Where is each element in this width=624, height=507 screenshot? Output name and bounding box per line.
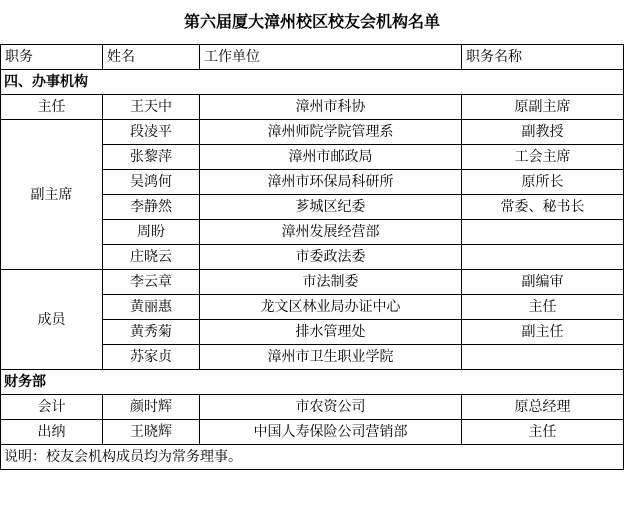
member-row [1,270,624,295]
name-cell: 黄丽惠 [103,295,200,320]
member-row [1,120,624,145]
unit-cell: 市委政法委 [200,245,462,270]
note-row [1,445,624,470]
roster-table [0,44,624,470]
position-cell: 原总经理 [462,395,624,420]
position-cell: 常委、秘书长 [462,195,624,220]
member-row [1,95,624,120]
unit-cell: 中国人寿保险公司营销部 [200,420,462,445]
unit-cell: 龙文区林业局办证中心 [200,295,462,320]
position-cell: 原副主席 [462,95,624,120]
unit-cell: 漳州市环保局科研所 [200,170,462,195]
header-unit: 工作单位 [200,45,462,70]
position-cell [462,245,624,270]
member-row [1,420,624,445]
name-cell: 颜时辉 [103,395,200,420]
header-name: 姓名 [103,45,200,70]
name-cell: 张黎萍 [103,145,200,170]
unit-cell: 市法制委 [200,270,462,295]
unit-cell: 排水管理处 [200,320,462,345]
header-position: 职务名称 [462,45,624,70]
role-cell: 成员 [1,270,103,370]
roster-table-body [1,45,624,470]
header-role: 职务 [1,45,103,70]
name-cell: 王天中 [103,95,200,120]
name-cell: 周盼 [103,220,200,245]
unit-cell: 漳州发展经营部 [200,220,462,245]
section-row [1,370,624,395]
section-row [1,70,624,95]
position-cell: 副编审 [462,270,624,295]
note-text: 说明：校友会机构成员均为常务理事。 [1,445,624,470]
member-row [1,395,624,420]
position-cell: 主任 [462,295,624,320]
section-title: 财务部 [1,370,624,395]
name-cell: 黄秀菊 [103,320,200,345]
position-cell: 原所长 [462,170,624,195]
unit-cell: 漳州市卫生职业学院 [200,345,462,370]
unit-cell: 漳州师院学院管理系 [200,120,462,145]
header-row [1,45,624,70]
name-cell: 吴鸿何 [103,170,200,195]
unit-cell: 漳州市科协 [200,95,462,120]
section-title: 四、办事机构 [1,70,624,95]
position-cell: 副教授 [462,120,624,145]
name-cell: 李云章 [103,270,200,295]
position-cell: 主任 [462,420,624,445]
role-cell: 副主席 [1,120,103,270]
name-cell: 庄晓云 [103,245,200,270]
name-cell: 李静然 [103,195,200,220]
name-cell: 苏家贞 [103,345,200,370]
unit-cell: 漳州市邮政局 [200,145,462,170]
unit-cell: 芗城区纪委 [200,195,462,220]
role-cell: 会计 [1,395,103,420]
position-cell: 副主任 [462,320,624,345]
unit-cell: 市农资公司 [200,395,462,420]
position-cell [462,345,624,370]
document-title: 第六届厦大漳州校区校友会机构名单 [183,12,440,31]
role-cell: 出纳 [1,420,103,445]
name-cell: 王晓辉 [103,420,200,445]
position-cell [462,220,624,245]
position-cell: 工会主席 [462,145,624,170]
role-cell: 主任 [1,95,103,120]
name-cell: 段凌平 [103,120,200,145]
